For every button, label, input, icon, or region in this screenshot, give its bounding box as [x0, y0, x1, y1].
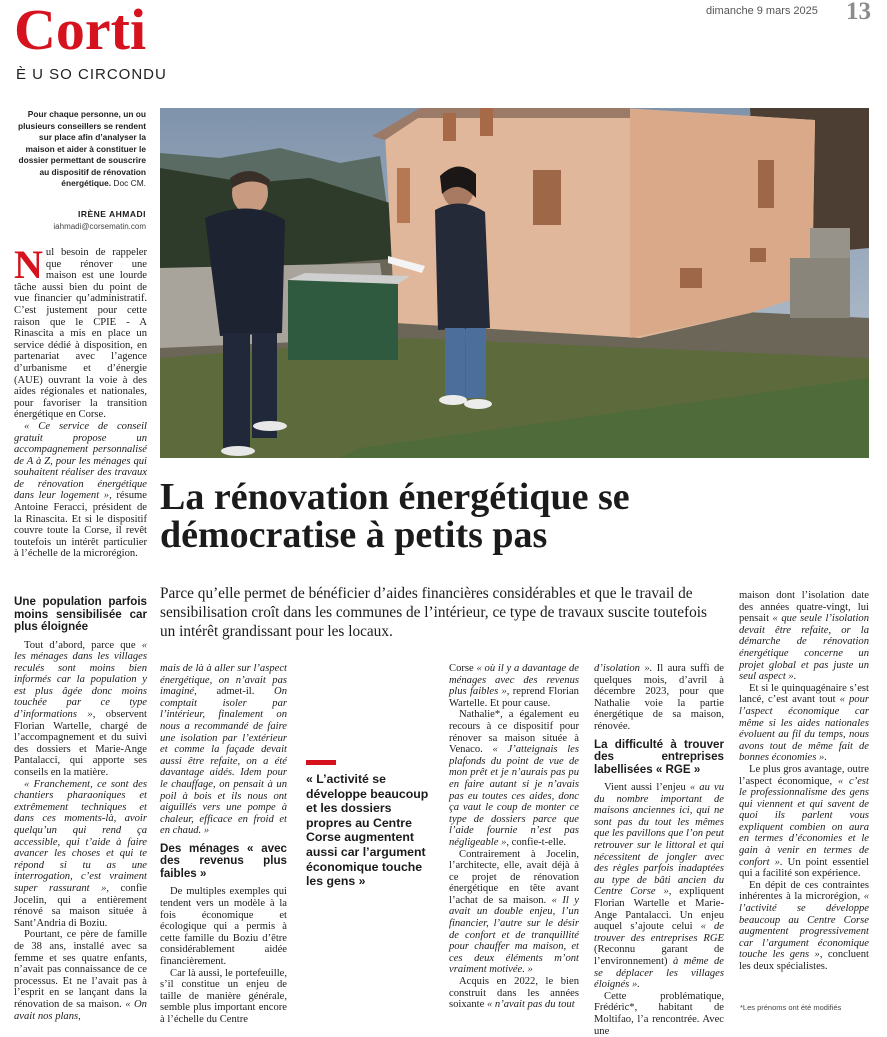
drop-cap: N: [14, 242, 43, 287]
quote: « les ménages dans les villages reculés sont moins bien informés car la population y est plus âgée donc moins touchée par ce type d’informations »: [14, 639, 147, 721]
text: résume Antoine Feracci, président de la Rinascita. Et si le dispositif couvre toute la Corse, il revêt toutefois un intérêt particulier à l’échelle de la microrégion.: [14, 490, 147, 560]
page-number: 13: [846, 0, 871, 25]
article-lead: Parce qu’elle permet de bénéficier d’aides financières considérables et que le travail de sensibilisation croît dans les communes de l’intérieur, ce type de travaux suscite toutefois un intérêt grandissant pour les locaux.: [160, 585, 707, 640]
intro-column: [14, 242, 147, 577]
column-4: [594, 663, 725, 1037]
column-2: [160, 663, 287, 1025]
quote: « Ce service de conseil gratuit propose un accompagnement personnalisé de A à Z, pour les ménages qui souhaitent réaliser des travaux de rénovation énergétique dans leur logement »,: [14, 420, 147, 502]
text: Nathalie*, a également eu recours à ce dispositif pour rénover sa maison située à Venaco.: [449, 709, 579, 756]
text: (Reconnu garant de l’environnement): [594, 944, 724, 967]
quote: « J’atteignais les plafonds du point de vue de mon prêt et je n’aurais pas pu en faire autant si je n’avais pas eu toutes ces aides, donc ça vaut le coup de monter ce type de dossiers parce que l’aide fournie n’est pas négligeable »: [449, 744, 579, 848]
paragraph: [160, 663, 287, 837]
quote: d’isolation ».: [594, 663, 653, 674]
text: admet-il.: [196, 686, 275, 698]
column-1: [14, 590, 147, 1020]
paragraph: [739, 683, 869, 764]
paragraph: [449, 663, 579, 709]
paragraph: [14, 929, 147, 1022]
quote: « au vu du nombre important de maisons anciennes ici, qui ne sont pas du tout les mêmes que les pavillons que l’on peut retrouver sur le littoral et qui nécessitent de jongler avec des règles parfois inadaptées au type de bâti ancien du Centre Corse »: [594, 782, 725, 898]
paragraph: De multiples exemples qui tendent vers un modèle à la fois économique et écologique qui a permis à cette famille du Boziu d’être considérablement aidée financièrement.: [160, 886, 287, 967]
quote: « Franchement, ce sont des chantiers pharaoniques et extrêmement techniques et dans ces moments-là, avoir quelqu’un qui rend ça accessible, qui t’aide à faire avancer les choses et qui te répond si tu as une interrogation, c’est vraiment super rassurant »: [14, 778, 147, 894]
caption-credit: Doc CM.: [113, 178, 146, 188]
paragraph: Car là aussi, le portefeuille, s’il constitue un enjeu de taille de manière générale, semble plus important encore à l’échelle du Centre: [160, 967, 287, 1025]
quote: « l’activité se développe beaucoup au Centre Corse augmentent progressivement car l’argument économique touche les gens »: [739, 891, 869, 961]
quote: « pour l’aspect économique car même si les aides nationales évoluent au fil du temps, nous avons tout de même fait de bonnes économies ».: [739, 694, 869, 764]
quote: « On avait nos plans,: [14, 998, 147, 1022]
pullquote-accent-bar: [306, 760, 336, 765]
paragraph: [14, 779, 147, 930]
text: maison dont l’isolation date des années quatre-vingt, lui pensait: [739, 590, 869, 625]
intro-text: ul besoin de rappeler que rénover une maison est une lourde tâche aussi bien du point de vue financier qu’administratif. C’est justement pour cette raison que le CPIE - A Rinascita a mis en place un service dédié à disposition, en partenariat avec l’agence d’urbanisme et d’énergie (AUE) ouvrant la voie à des aides régionales et nationales, pour favoriser la transition énergétique en Corse.: [14, 247, 147, 421]
column-5: [739, 590, 869, 1000]
paragraph: [594, 663, 724, 733]
intro-paragraph-2: [14, 421, 147, 560]
text: Le plus gros avantage, outre l’aspect économique,: [739, 763, 869, 787]
subheading: Des ménages « avec des revenus plus faibles »: [160, 841, 287, 880]
section-tagline: È U SO CIRCONDU: [16, 66, 167, 83]
quote: à même de se déplacer les villages éloignés ».: [594, 955, 724, 991]
paragraph: [14, 640, 147, 779]
byline-author: IRÈNE AHMADI: [77, 209, 146, 219]
quote: « où il y a davantage de ménages avec des revenus plus faibles »: [449, 663, 579, 698]
paragraph: [449, 709, 579, 848]
text: Contrairement à Jocelin, l’architecte, elle, avait déjà à ce projet de rénovation énergétique en tête avant l’achat de sa maison.: [449, 848, 579, 906]
byline-email[interactable]: iahmadi@corsematin.com: [53, 222, 146, 231]
column-3: [449, 663, 579, 1018]
pull-quote: « L’activité se développe beaucoup et les dossiers propres au Centre Corse augmentent aussi car l’argument économique touche les gens »: [306, 772, 429, 889]
paragraph: [449, 849, 579, 977]
text: En dépit de ces contraintes inhérentes à la microrégion,: [739, 879, 869, 903]
quote: On comptait isoler par l’intérieur, finalement on nous a recommandé de faire une isolation par l’extérieur et comme la façade devait aussi être refaite, on a été davantage aidés. Idem pour le chauffage, on pensait à un poil à bois et ils nous ont aiguillés vers une pompe à chaleur, efficace en froid et en chaud. »: [160, 686, 287, 837]
article-photo: [160, 108, 869, 458]
paragraph: [594, 782, 724, 991]
quote: « que seule l’isolation devait être refaite, or la démarche de rénovation énergétique concerne un projet global et pas juste un seul aspect ».: [739, 613, 870, 683]
text: Corse: [449, 663, 477, 674]
subheading: Une population parfois moins sensibilisée car plus éloignée: [14, 595, 147, 633]
text: Il aura suffi de quelques mois, d’avril à décembre 2023, pour que Nathalie voie la partie énergétique de sa maison, rénovée.: [594, 663, 724, 732]
paragraph: [739, 590, 869, 683]
text: Pourtant, ce père de famille de 38 ans, installé avec sa femme et ses quatre enfants, n’avait pas connaissance de ce processus. Et ne l’avait pas à l’esprit en se lançant dans la rénovation de sa maison.: [14, 929, 147, 1010]
quote: mais de là à aller sur l’aspect énergétique, on n’avait pas imaginé,: [160, 663, 287, 698]
quote: « Il y avait un double enjeu, l’un financier, l’autre sur le désir de confort et de tranquillité pour chauffer ma maison, et ces deux éléments m’ont vraiment motivée. »: [449, 894, 579, 976]
issue-date: dimanche 9 mars 2025: [706, 5, 818, 17]
paragraph: [739, 880, 869, 973]
quote: « c’est le professionnalisme des gens qui viennent et qui savent de quoi ils parlent vous expliquent combien on aura en termes d’économies et le gain à venir en termes de confort ».: [739, 775, 869, 868]
paragraph: Cette problématique, Frédéric*, habitant de Moltifao, l’a rencontrée. Avec une: [594, 990, 724, 1037]
quote: « de trouver des entreprises RGE: [594, 921, 724, 944]
text: , confie-t-elle.: [506, 836, 567, 848]
caption-text: Pour chaque personne, un ou plusieurs conseillers se rendent sur place afin d’analyser la maison et aider à constituer le dossier permettant de souscrire au dispositif de rénovation énergétique.: [17, 109, 146, 188]
text: Tout d’abord, parce que: [24, 639, 142, 651]
text: , concluent les deux spécialistes.: [739, 949, 870, 972]
text: Et si le quinquagénaire s’est lancé, c’est avant tout: [739, 682, 869, 706]
text: , confie Jocelin, qui a entièrement rénové sa maison située à Sant’Andria di Boziu.: [14, 882, 147, 929]
intro-paragraph: [14, 242, 147, 421]
photo-caption: [14, 109, 146, 190]
text: Acquis en 2022, le bien construit dans les années soixante: [449, 976, 579, 1011]
text: Vient aussi l’enjeu: [604, 782, 690, 794]
text: , expliquent Florian Wartelle et Marie-Ange Pantalacci. Un enjeu auquel s’ajoute celui: [594, 886, 725, 933]
paragraph: [449, 976, 579, 1011]
text: , reprend Florian Wartelle. Et pour cause.: [449, 686, 579, 709]
quote: « n’avait pas du tout: [486, 999, 575, 1011]
newspaper-section-logo: Corti: [14, 0, 147, 62]
subheading: La difficulté à trouver des entreprises labellisées « RGE »: [594, 737, 724, 776]
paragraph: [739, 764, 869, 880]
footnote: *Les prénoms ont été modifiés: [740, 1003, 842, 1012]
text: , observent Florian Wartelle, chargé de l’accompagnement et du suivi des dossiers et Marie-Ange Pantalacci, qui apporte ses conseils en la matière.: [14, 709, 147, 779]
article-headline: La rénovation énergétique se démocratise à petits pas: [160, 476, 630, 556]
text: Un point essentiel qui a facilité son expérience.: [739, 856, 869, 880]
